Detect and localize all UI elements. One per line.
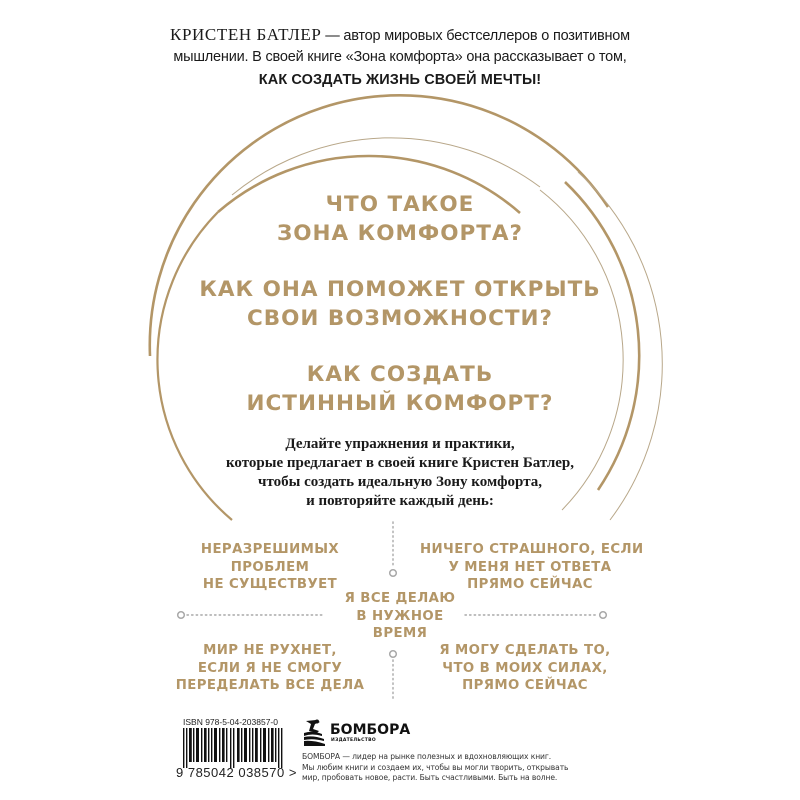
- publisher-subtitle: ИЗДАТЕЛЬСТВО: [331, 737, 376, 743]
- question-line: КАК СОЗДАТЬ: [306, 362, 494, 387]
- publisher-name-wrap: [330, 723, 410, 744]
- publisher-description: [302, 752, 642, 784]
- affirmation-line: МИР НЕ РУХНЕТ,: [203, 643, 337, 658]
- affirmation-line: НЕРАЗРЕШИМЫХ: [200, 542, 340, 557]
- description-line: Делайте упражнения и практики,: [285, 436, 515, 452]
- divider-node-top: [390, 570, 397, 577]
- question-2: [160, 275, 640, 333]
- question-line: ЧТО ТАКОЕ: [325, 192, 475, 217]
- question-3: [160, 360, 640, 418]
- publisher-logo: [302, 718, 642, 748]
- question-line: СВОИ ВОЗМОЖНОСТИ?: [246, 306, 554, 331]
- author-name: КРИСТЕН БАТЛЕР: [170, 25, 322, 44]
- affirmation-bottom-right: [430, 642, 620, 695]
- isbn-label: ISBN 978-5-04-203857-0: [183, 717, 278, 727]
- question-1: [160, 190, 640, 248]
- affirmation-line: В НУЖНОЕ: [356, 608, 444, 624]
- practice-description: [200, 435, 600, 511]
- intro-headline: КАК СОЗДАТЬ ЖИЗНЬ СВОЕЙ МЕЧТЫ!: [258, 72, 542, 88]
- affirmation-bottom-left: [170, 642, 370, 695]
- publisher-description-line: Мы любим книги и создаем их, чтобы вы могли творить, открывать: [302, 762, 569, 772]
- intro-line-1-rest: — автор мировых бестселлеров о позитивном: [321, 28, 630, 44]
- affirmation-center: [320, 590, 480, 643]
- author-intro: [140, 24, 660, 91]
- intro-line-2: мышлении. В своей книге «Зона комфорта» она рассказывает о том,: [173, 49, 627, 65]
- question-line: КАК ОНА ПОМОЖЕТ ОТКРЫТЬ: [199, 277, 601, 302]
- bombora-wave-rider-logo-icon: [302, 719, 326, 747]
- affirmation-line: Я ВСЕ ДЕЛАЮ: [344, 591, 456, 606]
- divider-node-right: [600, 612, 607, 619]
- affirmation-line: ПРОБЛЕМ: [230, 559, 310, 575]
- affirmation-line: ВРЕМЯ: [372, 626, 428, 641]
- publisher-description-line: мир, пробовать новое, расти. Быть счастливыми. Быть на волне.: [302, 773, 558, 782]
- questions-block: [160, 190, 640, 445]
- barcode-icon: [180, 728, 290, 768]
- question-line: ИСТИННЫЙ КОМФОРТ?: [246, 391, 554, 416]
- divider-node-left: [178, 612, 185, 619]
- divider-node-bottom: [390, 651, 397, 658]
- intro-line-1: [140, 24, 660, 47]
- description-line: которые предлагает в своей книге Кристен Батлер,: [225, 455, 575, 471]
- affirmation-line: У МЕНЯ НЕТ ОТВЕТА: [448, 559, 612, 575]
- affirmation-line: Я МОГУ СДЕЛАТЬ ТО,: [439, 643, 611, 658]
- affirmation-line: НИЧЕГО СТРАШНОГО, ЕСЛИ: [420, 542, 644, 557]
- description-line: и повторяйте каждый день:: [306, 493, 494, 509]
- question-line: ЗОНА КОМФОРТА?: [276, 221, 524, 246]
- publisher-description-line: БОМБОРА — лидер на рынке полезных и вдохновляющих книг.: [302, 752, 552, 761]
- affirmation-line: ПРЯМО СЕЙЧАС: [462, 678, 588, 693]
- description-line: чтобы создать идеальную Зону комфорта,: [258, 474, 542, 490]
- publisher-name: БОМБОРА: [330, 721, 411, 738]
- affirmation-top-left: [180, 541, 360, 594]
- affirmation-top-right: [420, 541, 644, 594]
- publisher-block: [302, 718, 642, 784]
- affirmation-line: ЧТО В МОИХ СИЛАХ,: [442, 660, 608, 676]
- isbn-barcode-block: [176, 717, 300, 780]
- inner-thin-arc-top: [232, 138, 540, 195]
- affirmation-line: НЕ СУЩЕСТВУЕТ: [202, 577, 338, 592]
- affirmation-line: ЕСЛИ Я НЕ СМОГУ: [197, 660, 343, 676]
- barcode-digits: 9 785042 038570 >: [176, 765, 297, 780]
- affirmation-line: ПЕРЕДЕЛАТЬ ВСЕ ДЕЛА: [175, 678, 365, 693]
- affirmation-line: ПРЯМО СЕЙЧАС: [467, 577, 593, 592]
